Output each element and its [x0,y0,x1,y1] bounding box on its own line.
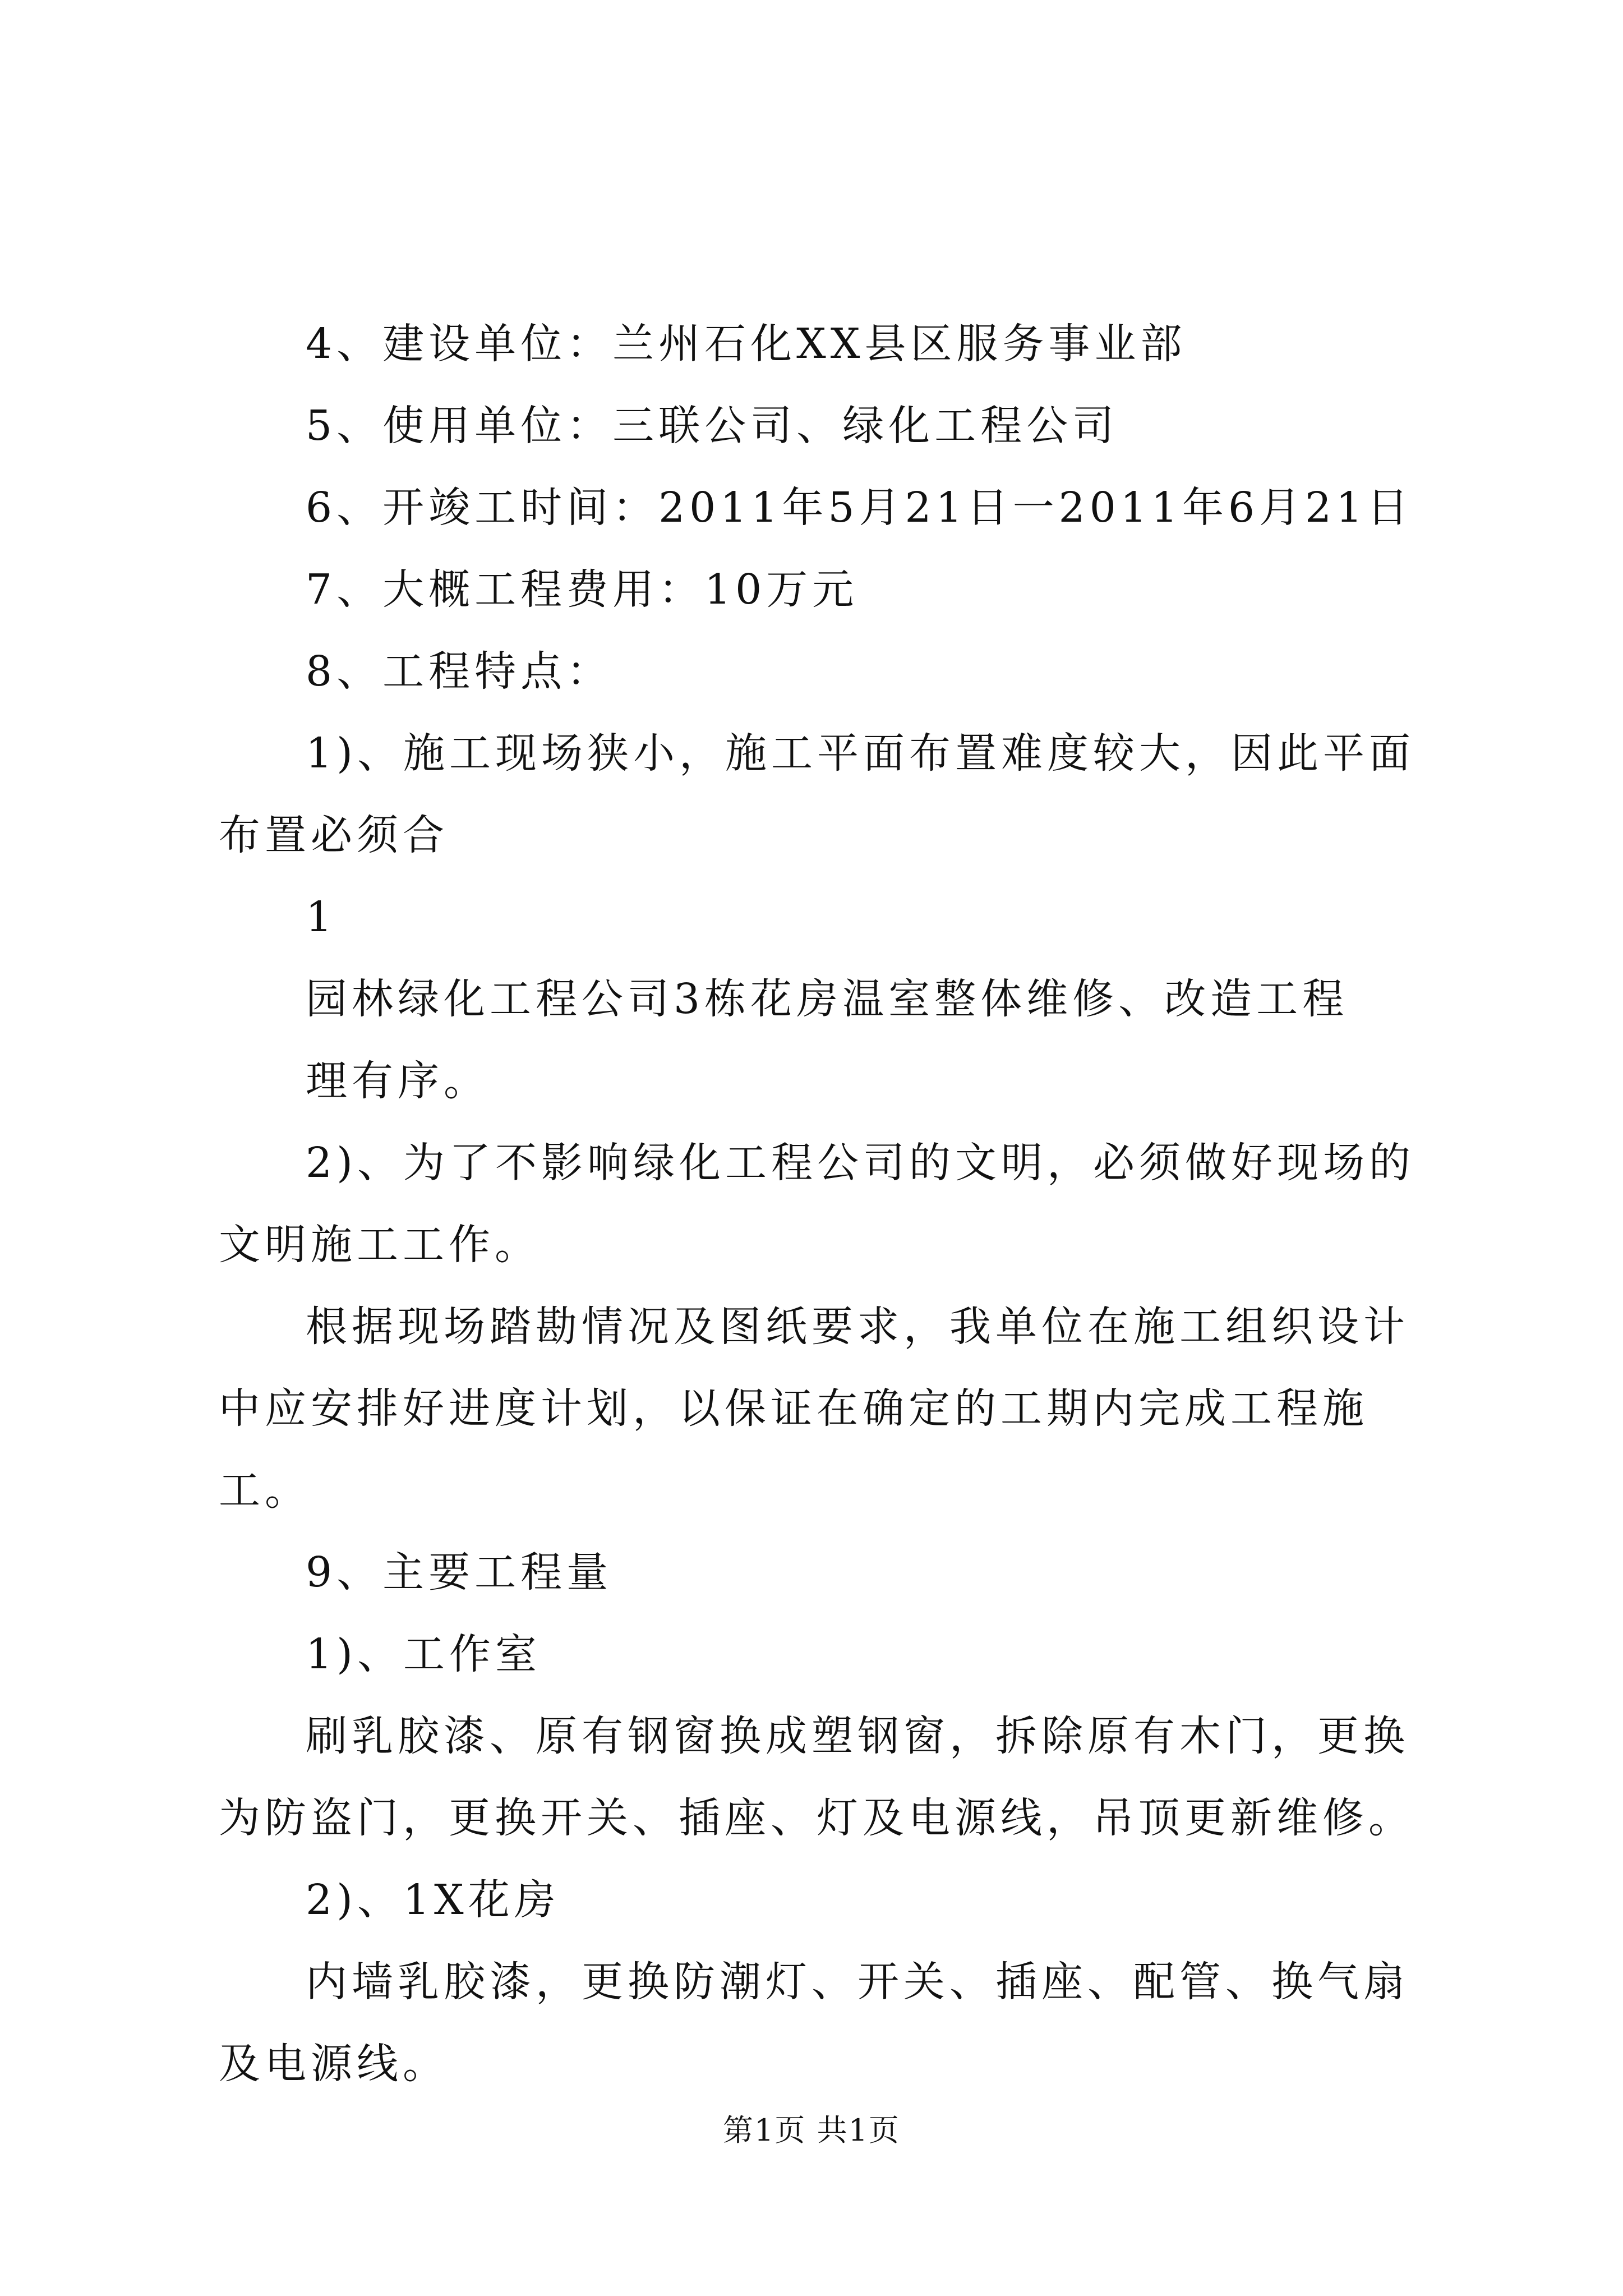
page-footer: 第1页 共1页 [723,2113,900,2148]
paragraph-plan-note: 根据现场踏勘情况及图纸要求，我单位在施工组织设计中应安排好进度计划，以保证在确定的工期内完成工程施工。 [219,1303,1409,1515]
running-header: 园林绿化工程公司3栋花房温室整体维修、改造工程 [306,975,1349,1023]
paragraph-construction-unit: 4、建设单位：兰州石化XX县区服务事业部 [306,320,1187,368]
paragraph-greenhouse-heading: 2)、1X花房 [306,1876,560,1924]
paragraph-workroom-detail: 刷乳胶漆、原有钢窗换成塑钢窗，拆除原有木门，更换为防盗门，更换开关、插座、灯及电源线，吊顶更新维修。 [219,1712,1414,1842]
paragraph-schedule: 6、开竣工时间：2011年5月21日一2011年6月21日 [306,484,1413,532]
paragraph-greenhouse-detail: 内墙乳胶漆，更换防潮灯、开关、插座、配管、换气扇及电源线。 [219,1958,1409,2088]
paragraph-quantities-heading: 9、主要工程量 [306,1548,613,1596]
paragraph-feature-1: 1)、施工现场狭小，施工平面布置难度较大，因此平面布置必须合 [219,729,1415,859]
paragraph-feature-1-continued: 理有序。 [306,1057,490,1105]
paragraph-features-heading: 8、工程特点： [306,647,613,696]
paragraph-cost: 7、大概工程费用：10万元 [306,565,859,614]
page-number-inline: 1 [306,893,337,941]
paragraph-workroom-heading: 1)、工作室 [306,1630,541,1678]
paragraph-feature-2: 2)、为了不影响绿化工程公司的文明，必须做好现场的文明施工工作。 [219,1139,1415,1269]
document-body [219,303,1424,2105]
paragraph-user-unit: 5、使用单位：三联公司、绿化工程公司 [306,402,1119,450]
